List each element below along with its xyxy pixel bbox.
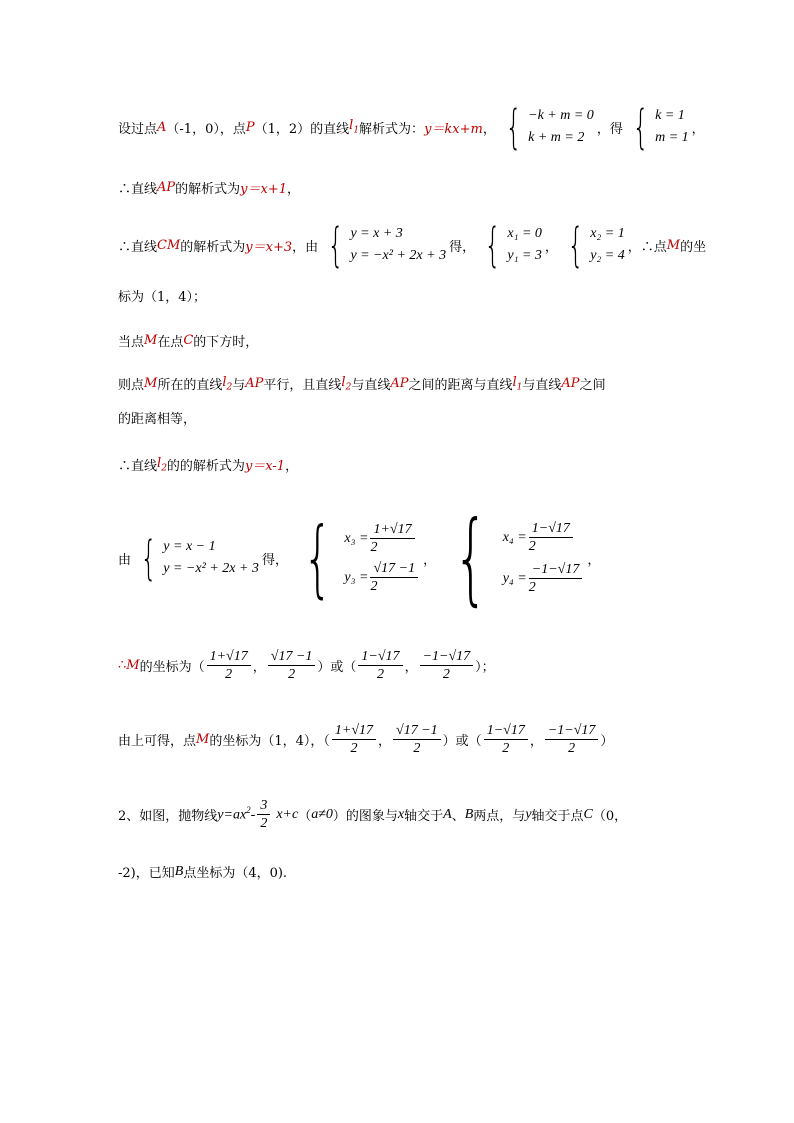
text: 的坐 [680,239,707,255]
point-c: C [183,333,194,348]
equation: y＝kx+m [424,121,483,137]
text: 平行，且直线 [263,378,342,393]
text: 点坐标为（4，0). [183,866,288,881]
point-m: M [126,658,140,673]
text: 之间 [579,378,606,393]
solution-system: { x₂ = 1 y₂ = 4 [567,218,625,272]
equation: y＝x+3 [245,239,293,255]
text: ， [423,552,437,568]
equation-system: { k = 1 m = 1 [632,100,689,154]
line-l1: $l_1$ [512,374,523,393]
point-m: M [144,376,158,391]
text: ， [252,660,266,675]
fraction: $\frac{1+√17}{2}$ [207,648,251,683]
solution-line-11 [118,722,613,757]
text: 两点，与 [473,809,526,824]
text: （1，2）的直线 [254,121,350,137]
text: ∴ [118,658,127,673]
solution-line-8 [118,455,298,474]
equation-system: { y = x + 3 y = −x² + 2x + 3 [327,218,447,272]
condition: a≠0 [311,806,333,822]
text: ∴直线 [118,239,158,255]
solution-line-7 [118,408,196,427]
text: 的坐标为（ [139,660,205,675]
text: 在点 [157,335,184,350]
line-l1: $l_1$ [349,118,360,136]
var-x: x [397,806,405,822]
problem-line-13 [118,862,287,881]
text: 设过点 [118,121,158,137]
text: 由 [118,552,132,568]
fraction: $\frac{1-√17}{2}$ [358,648,402,683]
text: 当点 [118,335,145,350]
text: 轴交于 [404,809,444,824]
text: （ [298,809,312,824]
line-ap: AP [245,376,264,391]
equation-system: { y = x − 1 y = −x² + 2x + 3 [140,531,259,585]
equation: $y=ax^2-$ [217,805,256,823]
solution-system: { x₁ = 0 y₁ = 3 [484,218,542,272]
solution-line-9 [118,499,601,616]
solution-line-4 [118,286,206,305]
text: ∴直线 [118,459,158,474]
text: 的距离相等， [118,412,197,427]
text: ） [600,734,614,749]
text: （0， [592,809,628,824]
var-y: y [525,806,532,822]
fraction: $\frac{√17 -1}{2}$ [268,648,316,683]
text: 的的解析式为 [166,459,245,474]
point-c: C [583,806,593,822]
equation-system: { −k + m = 0 k + m = 2 [505,100,594,154]
equation: x+c [276,806,299,822]
line-ap: AP [157,180,176,195]
solution-line-10 [118,648,495,683]
point-m: M [144,333,158,348]
text: 与 [232,378,246,393]
text: ， [378,734,392,749]
text: 的解析式为 [180,239,246,255]
text: 、 [451,809,465,824]
text: 标为（1，4）； [118,290,207,305]
text: ∴直线 [118,182,158,197]
fraction: $\frac{1-√17}{2}$ [484,722,528,757]
text: ， [287,182,301,197]
text: 与直线 [522,378,562,393]
solution-system: { x₄ = $\frac{1-√17}{2}$ y₄ = $\frac{-1-√17}{2}$ [439,508,584,608]
equation: y＝x-1 [244,459,286,474]
text: ， [529,734,543,749]
solution-line-5 [118,331,258,350]
text: 之间的距离与直线 [408,378,513,393]
text: 得， [449,239,476,255]
fraction: $\frac{1+√17}{2}$ [332,722,376,757]
text: 由上可得，点 [118,734,197,749]
line-ap: AP [561,376,580,391]
text: 则点 [118,378,145,393]
point-a: A [443,806,452,822]
equation: y＝x+1 [240,182,288,197]
text: 与直线 [351,378,391,393]
fraction: $\frac{√17 -1}{2}$ [393,722,441,757]
text: ， [691,121,705,137]
text: ）的图象与 [332,809,398,824]
text: 得， [261,552,288,568]
solution-line-3: ∴直线 CM 的解析式为 y＝x+3 ，由 { y = x + 3 y = −x² + 2x + 3 得， { x₁ = 0 y₁ = 3 ， { x₂ = 1 y₂ = 4 ，∴点 M 的坐 [118,218,707,272]
point-b: B [174,863,184,879]
text: ，∴点 [627,239,667,255]
text: 的坐标为（1，4），（ [209,734,330,749]
text: ，得 [596,121,623,137]
text: -2)，已知 [118,866,175,881]
text: ， [285,459,299,474]
text: ）； [475,660,495,675]
point-m: M [666,237,681,253]
solution-line-6 [118,374,606,393]
fraction: $\frac{3}{2}$ [257,797,270,832]
solution-line-2 [118,178,300,197]
point-m: M [196,732,210,747]
point-a: A [157,119,167,135]
text: ）或（ [317,660,357,675]
line-cm: CM [157,237,181,253]
text: ， [482,121,496,137]
solution-line-1 [118,100,705,154]
point-p: P [245,119,255,135]
fraction: $\frac{-1-√17}{2}$ [545,722,599,757]
text: ， [587,552,601,568]
text: （-1，0），点 [166,121,246,137]
text: 解析式为： [359,121,425,137]
text: 轴交于点 [531,809,584,824]
line-l2: $l_2$ [222,374,233,393]
text: ， [404,660,418,675]
point-b: B [464,806,474,822]
text: ）或（ [442,734,482,749]
line-l2: $l_2$ [157,455,167,474]
line-ap: AP [390,376,409,391]
problem-line-12 [118,797,627,832]
text: 的下方时， [193,335,259,350]
text: 所在的直线 [157,378,223,393]
text: 的解析式为 [175,182,241,197]
line-l2: $l_2$ [341,374,352,393]
solution-system: { x₃ = $\frac{1+√17}{2}$ y₃ = $\frac{√17 -1}{2}$ [291,516,420,600]
fraction: $\frac{-1-√17}{2}$ [420,648,474,683]
text: 2、如图，抛物线 [118,809,218,824]
text: ，由 [292,239,319,255]
